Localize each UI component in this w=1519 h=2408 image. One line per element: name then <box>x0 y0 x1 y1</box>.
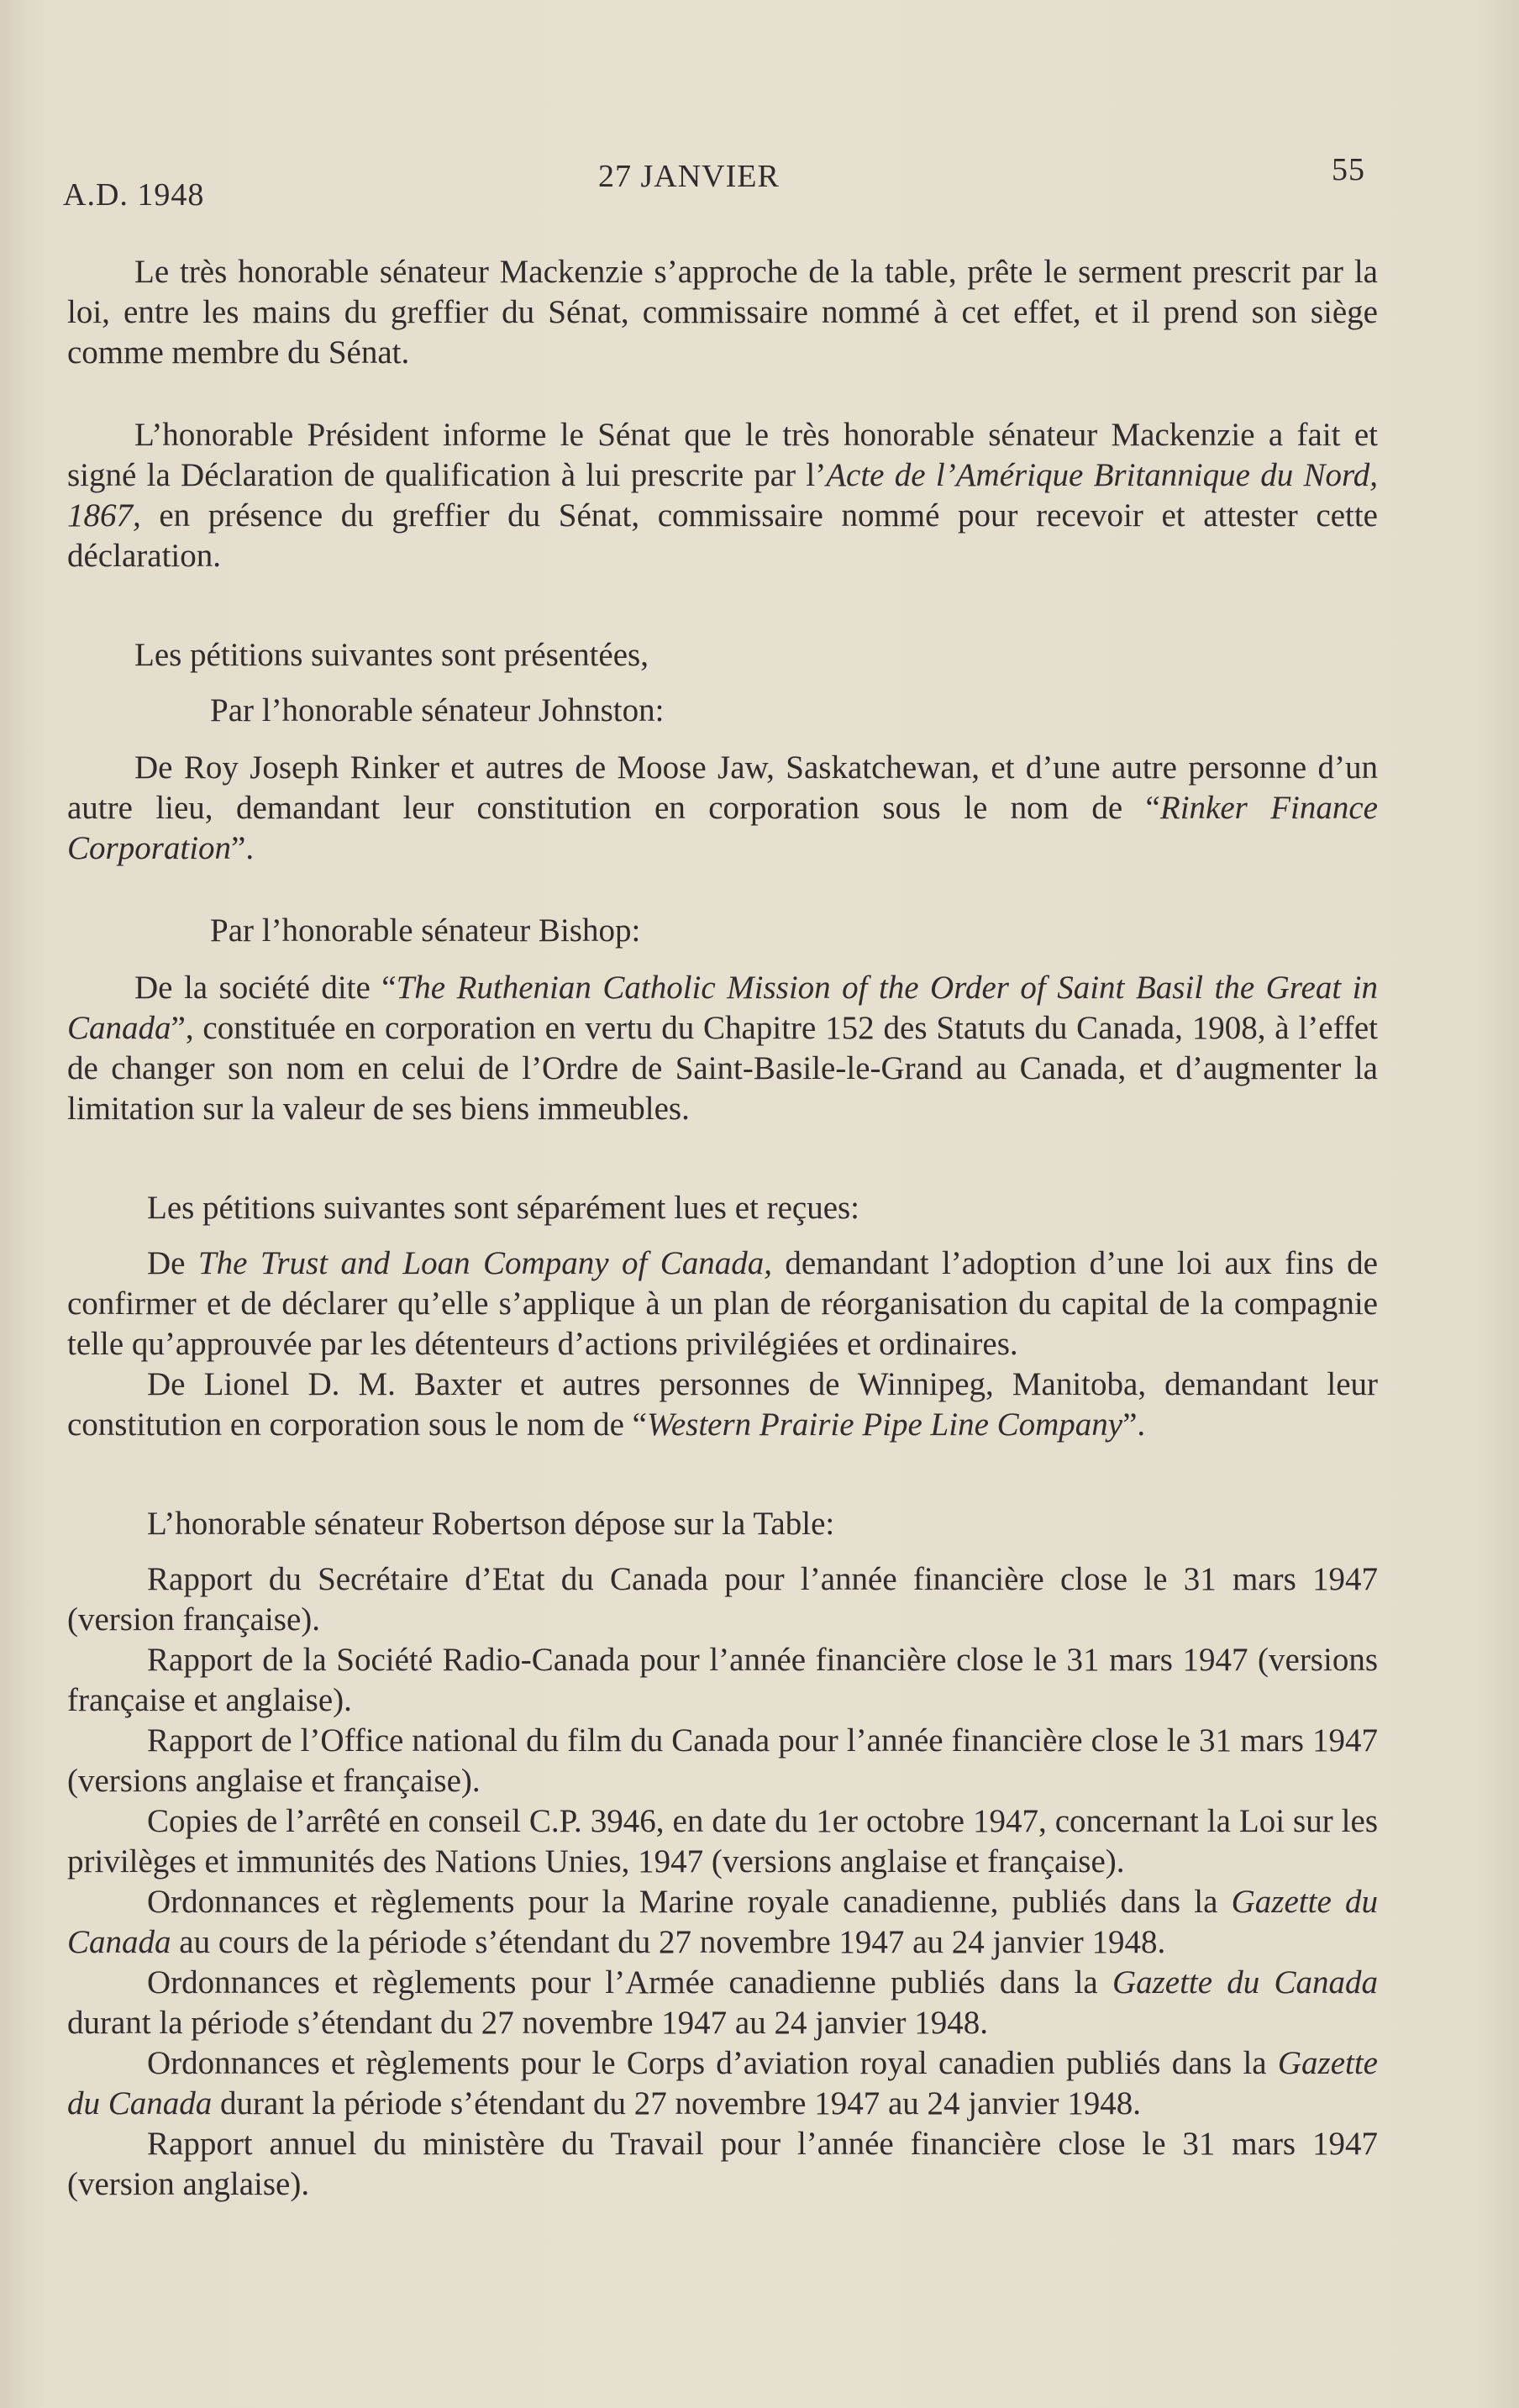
paragraph-navy: Ordonnances et règlements pour la Marine royale canadienne, publiés dans la Gazette du Canada au cours de la période s’étendant du 27 novembre 1947 au 24 janvier 1948. <box>67 1884 1378 1960</box>
page-header <box>0 151 1519 218</box>
paragraph-order-council: Copies de l’arrêté en conseil C.P. 3946, en date du 1er octobre 1947, concernant la Loi sur les privilèges et immunités des Nations Unies, 1947 (versions anglaise et française). <box>67 1803 1378 1880</box>
page-body <box>67 252 1378 2205</box>
paragraph-ruthenian: De la société dite “The Ruthenian Catholic Mission of the Order of Saint Basil the Great in Canada”, constituée en corporation en vertu du Chapitre 152 des Statuts du Canada, 1908, à l’effet de changer son nom en celui de l’Ordre de Saint-Basile-le-Grand au Canada, et d’augmenter la limitation sur la valeur de ses biens immeubles. <box>67 970 1378 1127</box>
paragraph-report-secretary: Rapport du Secrétaire d’Etat du Canada pour l’année financière close le 31 mars 1947 (version française). <box>67 1561 1378 1638</box>
paragraph-rinker: De Roy Joseph Rinker et autres de Moose Jaw, Saskatchewan, et d’une autre personne d’un autre lieu, demandant leur constitution en corporation sous le nom de “Rinker Finance Corporation”. <box>67 749 1378 866</box>
paragraph-petitions-read: Les pétitions suivantes sont séparément lues et reçues: <box>147 1190 860 1226</box>
page-number: 55 <box>1332 152 1365 187</box>
paragraph-army: Ordonnances et règlements pour l’Armée canadienne publiés dans la Gazette du Canada durant la période s’étendant du 27 novembre 1947 au 24 janvier 1948. <box>67 1964 1378 2041</box>
paragraph-baxter: De Lionel D. M. Baxter et autres personnes de Winnipeg, Manitoba, demandant leur constitution en corporation sous le nom de “Western Prairie Pipe Line Company”. <box>67 1366 1378 1443</box>
paragraph-oath: Le très honorable sénateur Mackenzie s’approche de la table, prête le serment prescrit par la loi, entre les mains du greffier du Sénat, commissaire nommé à cet effet, et il prend son siège comme membre du Sénat. <box>67 254 1378 371</box>
paragraph-report-film: Rapport de l’Office national du film du Canada pour l’année financière close le 31 mars 1947 (versions anglaise et française). <box>67 1722 1378 1799</box>
header-year: A.D. 1948 <box>63 177 205 213</box>
paragraph-declaration: L’honorable Président informe le Sénat que le très honorable sénateur Mackenzie a fait et signé la Déclaration de qualification à lui prescrite par l’Acte de l’Amérique Britannique du Nord, 1867, en présence du greffier du Sénat, commissaire nommé pour recevoir et attester cette déclaration. <box>67 417 1378 574</box>
paragraph-robertson: L’honorable sénateur Robertson dépose sur la Table: <box>147 1506 835 1542</box>
header-date: 27 JANVIER <box>598 159 780 194</box>
paragraph-report-radio-canada: Rapport de la Société Radio-Canada pour l’année financière close le 31 mars 1947 (versions française et anglaise). <box>67 1642 1378 1718</box>
paragraph-trust-loan: De The Trust and Loan Company of Canada, demandant l’adoption d’une loi aux fins de confirmer et de déclarer qu’elle s’applique à un plan de réorganisation du capital de la compagnie telle qu’approuvée par les détenteurs d’actions privilégiées et ordinaires. <box>67 1245 1378 1362</box>
paragraph-petitions-intro: Les pétitions suivantes sont présentées, <box>134 637 649 673</box>
paragraph-labour: Rapport annuel du ministère du Travail pour l’année financière close le 31 mars 1947 (version anglaise). <box>67 2126 1378 2202</box>
paragraph-bishop: Par l’honorable sénateur Bishop: <box>210 912 641 949</box>
paragraph-air-force: Ordonnances et règlements pour le Corps d’aviation royal canadien publiés dans la Gazette du Canada durant la période s’étendant du 27 novembre 1947 au 24 janvier 1948. <box>67 2045 1378 2121</box>
paragraph-johnston: Par l’honorable sénateur Johnston: <box>210 692 665 728</box>
